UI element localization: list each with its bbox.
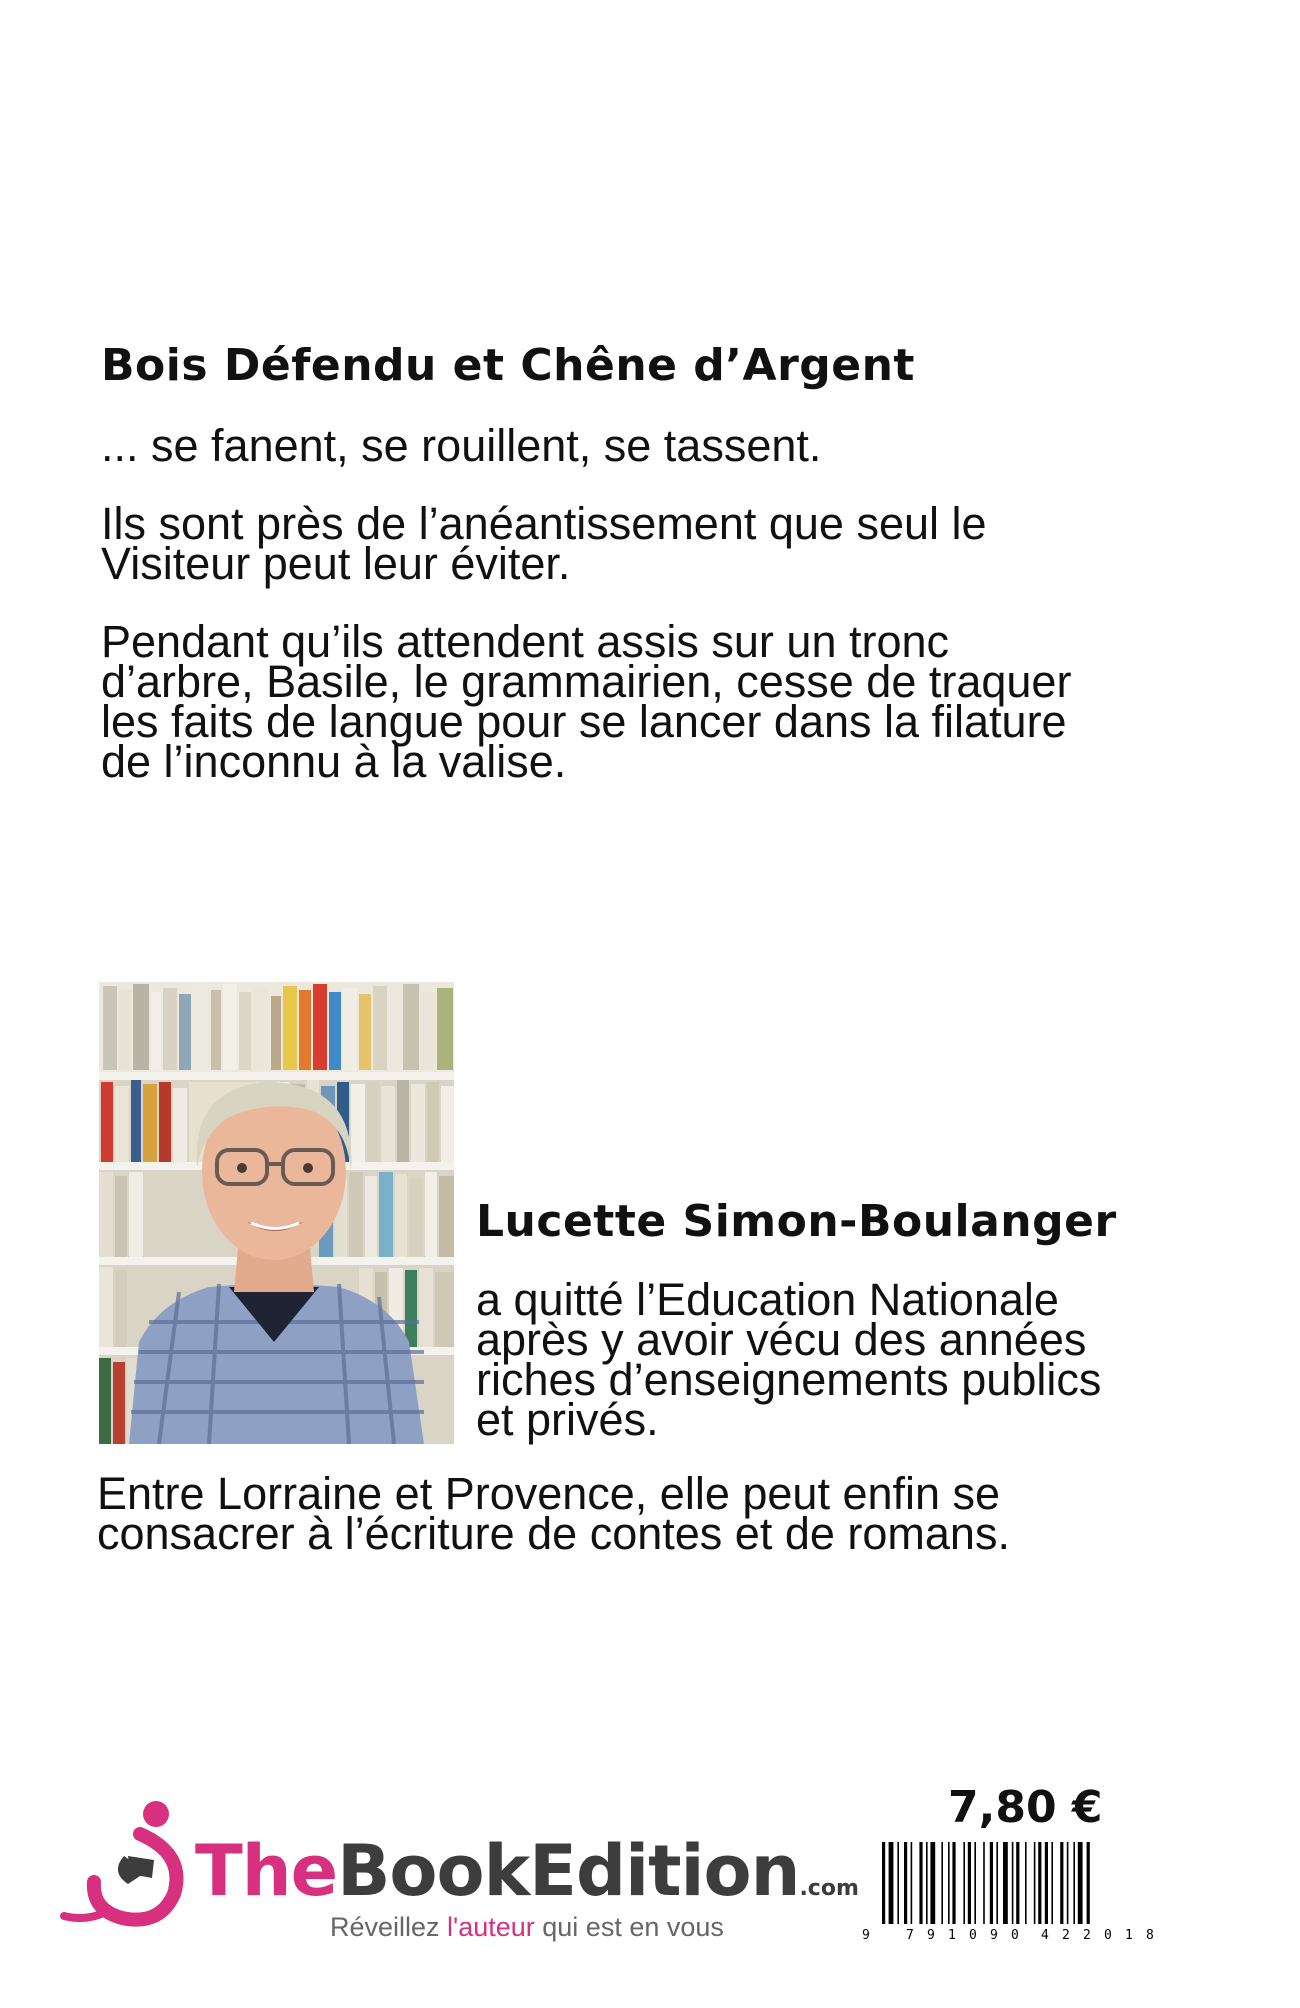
barcode-bar (1016, 1842, 1019, 1924)
blurb-paragraph-1 (101, 420, 1221, 471)
publisher-name (195, 1830, 859, 1924)
tagline-part: Réveillez (330, 1912, 448, 1942)
barcode-bar (941, 1842, 943, 1924)
blurb-line: d’arbre, Basile, le grammairien, cesse de traquer (101, 656, 1072, 707)
blurb-line: de l’inconnu à la valise. (101, 736, 567, 787)
barcode-bar (983, 1842, 985, 1924)
barcode-digit: 0 (1104, 1928, 1112, 1942)
publisher-name-bookedition: BookEdition (337, 1830, 800, 1912)
barcode-digit: 1 (948, 1928, 956, 1942)
barcode-digit: 2 (1062, 1928, 1070, 1942)
barcode-digit: 8 (1146, 1928, 1154, 1942)
barcode-bar (904, 1842, 907, 1924)
barcode-bar (1078, 1842, 1083, 1924)
barcode-bar (1060, 1842, 1063, 1924)
barcode-digit: 9 (927, 1928, 935, 1942)
barcode-bar (990, 1842, 993, 1924)
barcode-bar (889, 1842, 894, 1924)
barcode-bar (1034, 1842, 1036, 1924)
barcode-digit: 1 (1125, 1928, 1133, 1942)
blurb-line: Ils sont près de l’anéantissement que seul le (101, 498, 987, 549)
bio-line: et privés. (476, 1394, 659, 1445)
price-label: 7,80 € (948, 1782, 1103, 1833)
barcode-bar (952, 1842, 955, 1924)
barcode-bar (968, 1842, 971, 1924)
barcode-bar (882, 1842, 885, 1924)
barcode-digit: 4 (1041, 1928, 1049, 1942)
barcode-bars (860, 1842, 1180, 1942)
blurb-line: ... se fanent, se rouillent, se tassent. (101, 420, 822, 471)
barcode-bar (996, 1842, 998, 1924)
publisher-name-suffix: .com (799, 1876, 859, 1901)
blurb-line: les faits de langue pour se lancer dans la filature (101, 696, 1067, 747)
barcode-bar (963, 1842, 965, 1924)
bio-line: Entre Lorraine et Provence, elle peut enfin se (97, 1468, 1001, 1519)
barcode-bar (897, 1842, 899, 1924)
barcode-bar (1003, 1842, 1008, 1924)
barcode (860, 1842, 1180, 1942)
barcode-bar (1038, 1842, 1041, 1924)
barcode-bar (911, 1842, 913, 1924)
barcode-bar (1067, 1842, 1069, 1924)
blurb-paragraph-3 (101, 616, 1221, 787)
barcode-bar (1073, 1842, 1075, 1924)
bio-line: riches d’enseignements publics (476, 1354, 1102, 1405)
blurb-paragraph-2 (101, 498, 1221, 589)
bio-line: a quitté l’Education Nationale (476, 1274, 1059, 1325)
barcode-digit: 9 (862, 1928, 870, 1942)
barcode-bar (919, 1842, 922, 1924)
barcode-digit: 0 (969, 1928, 977, 1942)
author-bio-more (97, 1468, 1010, 1559)
blurb-line: Visiteur peut leur éviter. (101, 538, 571, 589)
tagline-part: qui est en vous (534, 1912, 724, 1942)
barcode-bar (1025, 1842, 1027, 1924)
barcode-bar (948, 1842, 950, 1924)
barcode-digit: 0 (1011, 1928, 1019, 1942)
publisher-name-the: The (195, 1830, 338, 1912)
barcode-bar (974, 1842, 976, 1924)
barcode-bar (930, 1842, 935, 1924)
publisher-logo-icon (58, 1798, 188, 1928)
publisher-tagline (330, 1912, 724, 1943)
author-bio (476, 1274, 1102, 1445)
barcode-digit: 2 (1083, 1928, 1091, 1942)
barcode-bar (1087, 1842, 1090, 1924)
book-title: Bois Défendu et Chêne d’Argent (101, 340, 915, 391)
bio-line: après y avoir vécu des années (476, 1314, 1087, 1365)
blurb-line: Pendant qu’ils attendent assis sur un tronc (101, 616, 950, 667)
barcode-bar (1012, 1842, 1014, 1924)
barcode-bar (926, 1842, 928, 1924)
bio-line: consacrer à l’écriture de contes et de romans. (97, 1508, 1010, 1559)
author-name: Lucette Simon-Boulanger (476, 1196, 1117, 1247)
barcode-digit: 7 (906, 1928, 914, 1942)
book-blurb (101, 420, 1221, 787)
barcode-bar (1051, 1842, 1053, 1924)
tagline-highlight: l'auteur (447, 1912, 535, 1942)
barcode-digit: 9 (990, 1928, 998, 1942)
author-photo (99, 982, 454, 1444)
barcode-bar (1045, 1842, 1048, 1924)
